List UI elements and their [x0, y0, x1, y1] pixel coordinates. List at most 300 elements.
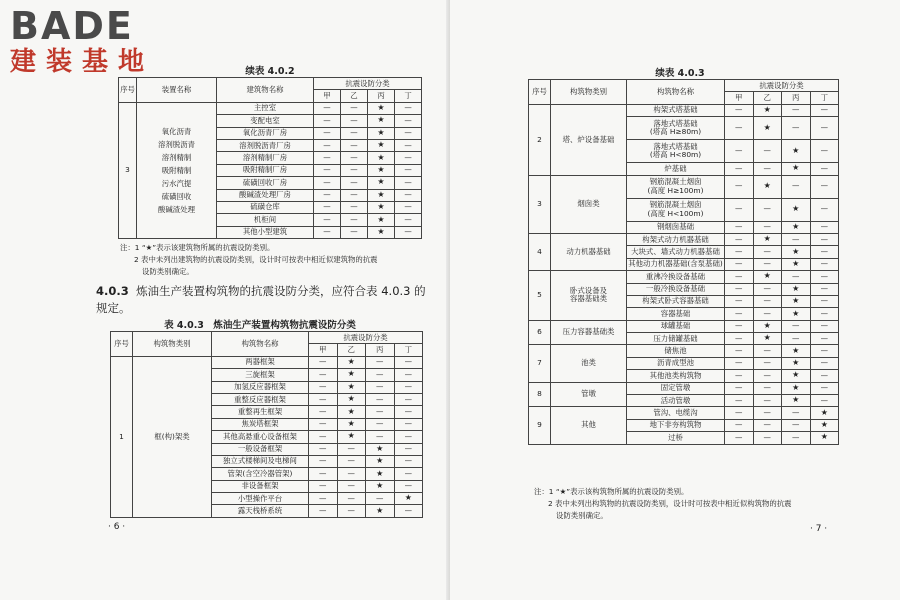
structure-type — [551, 345, 627, 382]
category-c-cell: — — [782, 320, 811, 332]
category-b-cell: — — [753, 382, 782, 394]
category-a-cell: — — [314, 214, 341, 226]
header-c: 丙 — [366, 344, 395, 356]
category-b-cell: — — [341, 177, 368, 189]
category-a-cell: — — [725, 370, 754, 382]
category-b-cell: — — [753, 370, 782, 382]
category-b-cell: — — [341, 152, 368, 164]
category-b-cell: ★ — [337, 381, 366, 393]
header-b: 乙 — [337, 344, 366, 356]
category-b-cell: ★ — [337, 369, 366, 381]
structure-name: 其他高悬重心设备框架 — [212, 431, 309, 443]
structure-name — [627, 140, 725, 163]
category-d-cell: — — [810, 233, 839, 245]
note-line: 2 表中未列出建筑物的抗震设防类别，设计时可按表中相近似建筑物的抗震 — [134, 255, 378, 264]
category-b-cell: ★ — [753, 271, 782, 283]
category-a-cell: — — [309, 493, 338, 505]
category-b-cell: — — [753, 221, 782, 233]
category-d-cell: ★ — [394, 493, 423, 505]
category-d-cell: ★ — [810, 419, 839, 431]
category-a-cell: — — [314, 201, 341, 213]
category-b-cell: ★ — [337, 431, 366, 443]
category-d-cell: — — [810, 271, 839, 283]
category-c-cell: — — [782, 104, 811, 116]
table-4-0-3 — [110, 331, 423, 518]
note-line: 注：1 “★”表示该构筑物所属的抗震设防类别。 — [534, 487, 689, 496]
category-b-cell: — — [753, 407, 782, 419]
table1-title: 续表 4.0.2 — [245, 66, 295, 77]
header-no: 序号 — [119, 78, 137, 103]
header-d: 丁 — [395, 90, 422, 102]
category-c-cell: ★ — [368, 164, 395, 176]
category-a-cell: — — [309, 480, 338, 492]
structure-name-line: (塔高 H≥80m) — [649, 127, 702, 137]
category-a-cell: — — [725, 221, 754, 233]
category-a-cell: — — [309, 455, 338, 467]
device-name-line: 溶剂脱沥青 — [158, 139, 195, 149]
structure-name: 非设备框架 — [212, 480, 309, 492]
table-row — [529, 320, 839, 332]
building-name: 其他小型建筑 — [217, 226, 314, 238]
structure-name: 两器框架 — [212, 356, 309, 368]
category-d-cell: — — [395, 214, 422, 226]
structure-type-line: 卧式设备及 — [570, 286, 607, 296]
category-b-cell: — — [337, 480, 366, 492]
section-text-cont: 规定。 — [96, 301, 131, 315]
category-d-cell: — — [395, 226, 422, 238]
row-number: 9 — [529, 407, 551, 444]
category-c-cell: ★ — [368, 139, 395, 151]
category-d-cell: — — [810, 333, 839, 345]
structure-type — [551, 233, 627, 270]
right-notes — [534, 486, 884, 522]
category-d-cell: — — [394, 480, 423, 492]
category-c-cell: ★ — [782, 163, 811, 175]
table2-title: 表 4.0.3 炼油生产装置构筑物抗震设防分类 — [164, 320, 356, 331]
section-number: 4.0.3 — [96, 284, 129, 298]
row-number: 5 — [529, 271, 551, 321]
category-d-cell: — — [394, 455, 423, 467]
header-type: 构筑物类别 — [551, 80, 627, 105]
building-name: 主控室 — [217, 102, 314, 114]
category-b-cell: — — [337, 493, 366, 505]
category-b-cell: — — [753, 140, 782, 163]
header-type: 构筑物类别 — [133, 332, 212, 357]
category-a-cell: — — [314, 139, 341, 151]
section-text: 炼油生产装置构筑物的抗震设防分类，应符合表 4.0.3 的 — [136, 284, 426, 298]
structure-name: 一般设备框架 — [212, 443, 309, 455]
category-c-cell: — — [782, 333, 811, 345]
category-d-cell: — — [395, 115, 422, 127]
right-page — [450, 0, 900, 600]
structure-name-line: 活动管墩 — [660, 395, 691, 405]
device-name-line: 氧化沥青 — [161, 126, 192, 136]
category-c-cell: — — [366, 418, 395, 430]
structure-type-line: 其他 — [581, 420, 596, 430]
category-d-cell: — — [394, 356, 423, 368]
table-row — [529, 345, 839, 357]
category-a-cell: — — [309, 443, 338, 455]
category-b-cell: ★ — [337, 418, 366, 430]
structure-name: 重整反应器框架 — [212, 393, 309, 405]
structure-name-line: 过桥 — [668, 432, 683, 442]
category-a-cell: — — [314, 164, 341, 176]
category-c-cell: — — [782, 419, 811, 431]
structure-name — [627, 233, 725, 245]
row-number: 7 — [529, 345, 551, 382]
category-c-cell: ★ — [782, 370, 811, 382]
structure-name-line: 压力储罐基础 — [653, 333, 698, 343]
category-d-cell: — — [394, 505, 423, 517]
header-category: 抗震设防分类 — [314, 78, 422, 90]
category-a-cell: — — [725, 246, 754, 258]
category-c-cell: ★ — [368, 152, 395, 164]
category-a-cell: — — [725, 407, 754, 419]
structure-type-line: 动力机器基础 — [566, 246, 611, 256]
category-d-cell: — — [810, 308, 839, 320]
structure-name-line: 地下非夯构筑物 — [649, 420, 702, 430]
structure-name — [627, 117, 725, 140]
category-c-cell: ★ — [368, 226, 395, 238]
note-line: 2 表中未列出构筑物的抗震设防类别，设计时可按表中相近似构筑物的抗震 — [548, 499, 792, 508]
category-d-cell: — — [810, 246, 839, 258]
building-name: 溶剂脱沥青厂房 — [217, 139, 314, 151]
category-c-cell: ★ — [782, 246, 811, 258]
category-a-cell: — — [725, 295, 754, 307]
category-c-cell: ★ — [782, 198, 811, 221]
structure-name: 独立式楼梯间及电梯间 — [212, 455, 309, 467]
building-name: 硫磺仓库 — [217, 201, 314, 213]
page-number-right: · 7 · — [810, 524, 828, 534]
header-category: 抗震设防分类 — [309, 332, 423, 344]
building-name: 机柜间 — [217, 214, 314, 226]
structure-name: 重整再生框架 — [212, 406, 309, 418]
header-a: 甲 — [309, 344, 338, 356]
category-a-cell: — — [725, 175, 754, 198]
category-d-cell: — — [810, 320, 839, 332]
structure-name — [627, 258, 725, 270]
header-a: 甲 — [314, 90, 341, 102]
category-b-cell: ★ — [753, 320, 782, 332]
category-b-cell: — — [341, 189, 368, 201]
structure-name — [627, 104, 725, 116]
row-number: 8 — [529, 382, 551, 407]
category-a-cell: — — [725, 395, 754, 407]
category-c-cell: — — [782, 432, 811, 444]
category-b-cell: — — [753, 419, 782, 431]
category-d-cell: — — [394, 406, 423, 418]
category-c-cell: ★ — [366, 468, 395, 480]
structure-name — [627, 271, 725, 283]
table-row — [529, 175, 839, 198]
category-d-cell: — — [394, 381, 423, 393]
category-d-cell: ★ — [810, 407, 839, 419]
category-d-cell: — — [395, 177, 422, 189]
structure-name — [627, 333, 725, 345]
category-a-cell: — — [309, 418, 338, 430]
header-c: 丙 — [782, 92, 811, 104]
structure-type — [551, 407, 627, 444]
structure-name — [627, 320, 725, 332]
structure-name — [627, 221, 725, 233]
category-a-cell: — — [725, 345, 754, 357]
structure-type — [551, 104, 627, 175]
category-a-cell: — — [314, 102, 341, 114]
category-a-cell: — — [309, 468, 338, 480]
category-c-cell: ★ — [782, 221, 811, 233]
header-d: 丁 — [394, 344, 423, 356]
category-c-cell: — — [366, 356, 395, 368]
row-number: 4 — [529, 233, 551, 270]
category-c-cell: ★ — [782, 295, 811, 307]
category-a-cell: — — [309, 356, 338, 368]
category-c-cell: — — [782, 271, 811, 283]
category-c-cell: — — [366, 406, 395, 418]
left-notes — [120, 242, 440, 278]
category-c-cell: — — [366, 369, 395, 381]
header-category: 抗震设防分类 — [725, 80, 839, 92]
category-a-cell: — — [725, 333, 754, 345]
category-d-cell: — — [395, 102, 422, 114]
category-b-cell: — — [753, 308, 782, 320]
structure-type-line: 管墩 — [581, 389, 596, 399]
category-a-cell: — — [725, 419, 754, 431]
logo-wordmark: BADE — [10, 4, 134, 48]
structure-name: 三旋框架 — [212, 369, 309, 381]
structure-name — [627, 407, 725, 419]
structure-type — [551, 271, 627, 321]
structure-name-line: 其他动力机器基础(含泵基础) — [628, 259, 723, 269]
category-d-cell: — — [810, 140, 839, 163]
category-d-cell: — — [394, 369, 423, 381]
page-number-left: · 6 · — [108, 522, 126, 532]
building-name: 变配电室 — [217, 115, 314, 127]
row-number: 3 — [529, 175, 551, 233]
category-b-cell: — — [753, 432, 782, 444]
structure-name — [627, 246, 725, 258]
category-c-cell: — — [782, 117, 811, 140]
category-b-cell: — — [337, 443, 366, 455]
category-a-cell: — — [309, 505, 338, 517]
structure-name: 管架(含空冷器管架) — [212, 468, 309, 480]
building-name: 硫磺回收厂房 — [217, 177, 314, 189]
category-a-cell: — — [725, 198, 754, 221]
category-c-cell: ★ — [368, 127, 395, 139]
category-c-cell: ★ — [366, 455, 395, 467]
category-a-cell: — — [309, 381, 338, 393]
structure-name-line: 构架式卧式容器基础 — [642, 296, 709, 306]
structure-name — [627, 419, 725, 431]
category-b-cell: — — [753, 283, 782, 295]
category-d-cell: — — [394, 393, 423, 405]
structure-type-line: 容器基础类 — [570, 294, 607, 304]
category-b-cell: — — [341, 201, 368, 213]
category-b-cell: — — [337, 505, 366, 517]
category-a-cell: — — [725, 163, 754, 175]
category-c-cell: ★ — [366, 443, 395, 455]
structure-name — [627, 357, 725, 369]
category-c-cell: ★ — [782, 345, 811, 357]
structure-type-line: 烟囱类 — [577, 199, 600, 209]
category-d-cell: — — [810, 175, 839, 198]
category-b-cell: — — [341, 127, 368, 139]
building-name: 氧化沥青厂房 — [217, 127, 314, 139]
table-row — [529, 271, 839, 283]
category-b-cell: — — [341, 139, 368, 151]
structure-name-line: 管沟、电缆沟 — [653, 407, 698, 417]
category-c-cell: ★ — [782, 283, 811, 295]
structure-name: 小型操作平台 — [212, 493, 309, 505]
header-b: 乙 — [341, 90, 368, 102]
structure-name — [627, 382, 725, 394]
category-d-cell: — — [810, 221, 839, 233]
table-row — [111, 356, 423, 368]
category-d-cell: — — [810, 258, 839, 270]
header-building: 建筑物名称 — [217, 78, 314, 103]
category-b-cell: ★ — [337, 356, 366, 368]
structure-name — [627, 345, 725, 357]
category-a-cell: — — [309, 431, 338, 443]
category-c-cell: ★ — [782, 357, 811, 369]
category-a-cell: — — [314, 152, 341, 164]
structure-name-line: 一般冷换设备基础 — [645, 284, 706, 294]
category-b-cell: — — [341, 226, 368, 238]
category-c-cell: ★ — [366, 505, 395, 517]
category-d-cell: ★ — [810, 432, 839, 444]
category-b-cell: — — [341, 102, 368, 114]
structure-name — [627, 432, 725, 444]
structure-name-line: 钢筋混凝土烟囱 — [649, 200, 702, 210]
note-line: 注：1 “★”表示该建筑物所属的抗震设防类别。 — [120, 243, 275, 252]
category-c-cell: ★ — [368, 189, 395, 201]
category-a-cell: — — [725, 104, 754, 116]
category-c-cell: ★ — [368, 102, 395, 114]
category-a-cell: — — [314, 189, 341, 201]
category-a-cell: — — [725, 233, 754, 245]
category-d-cell: — — [810, 283, 839, 295]
category-b-cell: — — [753, 357, 782, 369]
structure-name-line: 落地式塔基础 — [653, 118, 698, 128]
category-b-cell: ★ — [337, 393, 366, 405]
category-a-cell: — — [309, 369, 338, 381]
category-b-cell: — — [341, 214, 368, 226]
category-b-cell: — — [341, 164, 368, 176]
category-d-cell: — — [810, 370, 839, 382]
category-b-cell: ★ — [753, 175, 782, 198]
row-number: 3 — [119, 102, 137, 238]
header-d: 丁 — [810, 92, 839, 104]
device-name-line: 硫磺回收 — [161, 191, 192, 201]
device-name — [137, 102, 217, 238]
category-a-cell: — — [725, 382, 754, 394]
header-no: 序号 — [111, 332, 133, 357]
structure-name-line: 构架式塔基础 — [653, 105, 698, 115]
category-a-cell: — — [725, 357, 754, 369]
structure-name-line: 储焦池 — [664, 346, 687, 356]
category-b-cell: — — [341, 115, 368, 127]
device-name-line: 吸附精制 — [161, 165, 192, 175]
row-number: 2 — [529, 104, 551, 175]
structure-name — [627, 370, 725, 382]
category-b-cell: — — [753, 246, 782, 258]
category-c-cell: ★ — [368, 201, 395, 213]
structure-name-line: 钢筋混凝土烟囱 — [649, 177, 702, 187]
category-d-cell: — — [810, 163, 839, 175]
category-c-cell: — — [782, 233, 811, 245]
category-c-cell: ★ — [782, 140, 811, 163]
table-row — [529, 407, 839, 419]
note-line: 设防类别确定。 — [556, 511, 608, 520]
category-d-cell: — — [394, 468, 423, 480]
structure-name-line: 固定管墩 — [660, 383, 691, 393]
structure-name-line: 容器基础 — [660, 308, 691, 318]
category-c-cell: ★ — [782, 258, 811, 270]
structure-name-line: 落地式塔基础 — [653, 141, 698, 151]
category-c-cell: — — [366, 381, 395, 393]
structure-type — [551, 175, 627, 233]
structure-name — [627, 295, 725, 307]
category-b-cell: — — [753, 345, 782, 357]
table-row — [529, 233, 839, 245]
category-d-cell: — — [395, 152, 422, 164]
category-a-cell: — — [725, 271, 754, 283]
category-d-cell: — — [810, 382, 839, 394]
device-name-line: 污水汽提 — [161, 178, 192, 188]
header-name: 构筑物名称 — [627, 80, 725, 105]
category-b-cell: — — [753, 395, 782, 407]
table-row — [119, 102, 422, 114]
category-a-cell: — — [725, 140, 754, 163]
category-b-cell: ★ — [753, 117, 782, 140]
structure-name-line: (塔高 H<80m) — [649, 150, 702, 160]
device-name-line: 溶剂精制 — [161, 152, 192, 162]
structure-name-line: 构架式动力机器基础 — [642, 234, 709, 244]
category-a-cell: — — [314, 226, 341, 238]
structure-type — [551, 382, 627, 407]
category-a-cell: — — [309, 406, 338, 418]
building-name: 吸附精制厂房 — [217, 164, 314, 176]
category-b-cell: — — [753, 258, 782, 270]
category-d-cell: — — [395, 189, 422, 201]
category-c-cell: ★ — [368, 177, 395, 189]
structure-name — [627, 283, 725, 295]
structure-name-line: 重沸冷换设备基础 — [645, 271, 706, 281]
category-a-cell: — — [314, 127, 341, 139]
table-row — [529, 104, 839, 116]
category-d-cell: — — [810, 104, 839, 116]
category-d-cell: — — [810, 117, 839, 140]
category-b-cell: — — [753, 198, 782, 221]
table3-title: 续表 4.0.3 — [655, 68, 705, 79]
table-4-0-2-continued — [118, 77, 422, 239]
category-d-cell: — — [810, 345, 839, 357]
category-c-cell: — — [366, 431, 395, 443]
category-d-cell: — — [395, 201, 422, 213]
device-name-line: 酸碱渣处理 — [158, 204, 195, 214]
structure-name-line: 钢烟囱基础 — [657, 222, 694, 232]
category-d-cell: — — [394, 443, 423, 455]
table-row — [529, 382, 839, 394]
category-a-cell: — — [725, 320, 754, 332]
structure-name-line: 炉基础 — [664, 163, 687, 173]
header-c: 丙 — [368, 90, 395, 102]
structure-name-line: 沥青成型池 — [657, 358, 694, 368]
structure-name — [627, 198, 725, 221]
category-c-cell: ★ — [782, 382, 811, 394]
structure-name-line: 大块式、墙式动力机器基础 — [631, 246, 720, 256]
category-b-cell: — — [337, 455, 366, 467]
structure-name — [627, 163, 725, 175]
